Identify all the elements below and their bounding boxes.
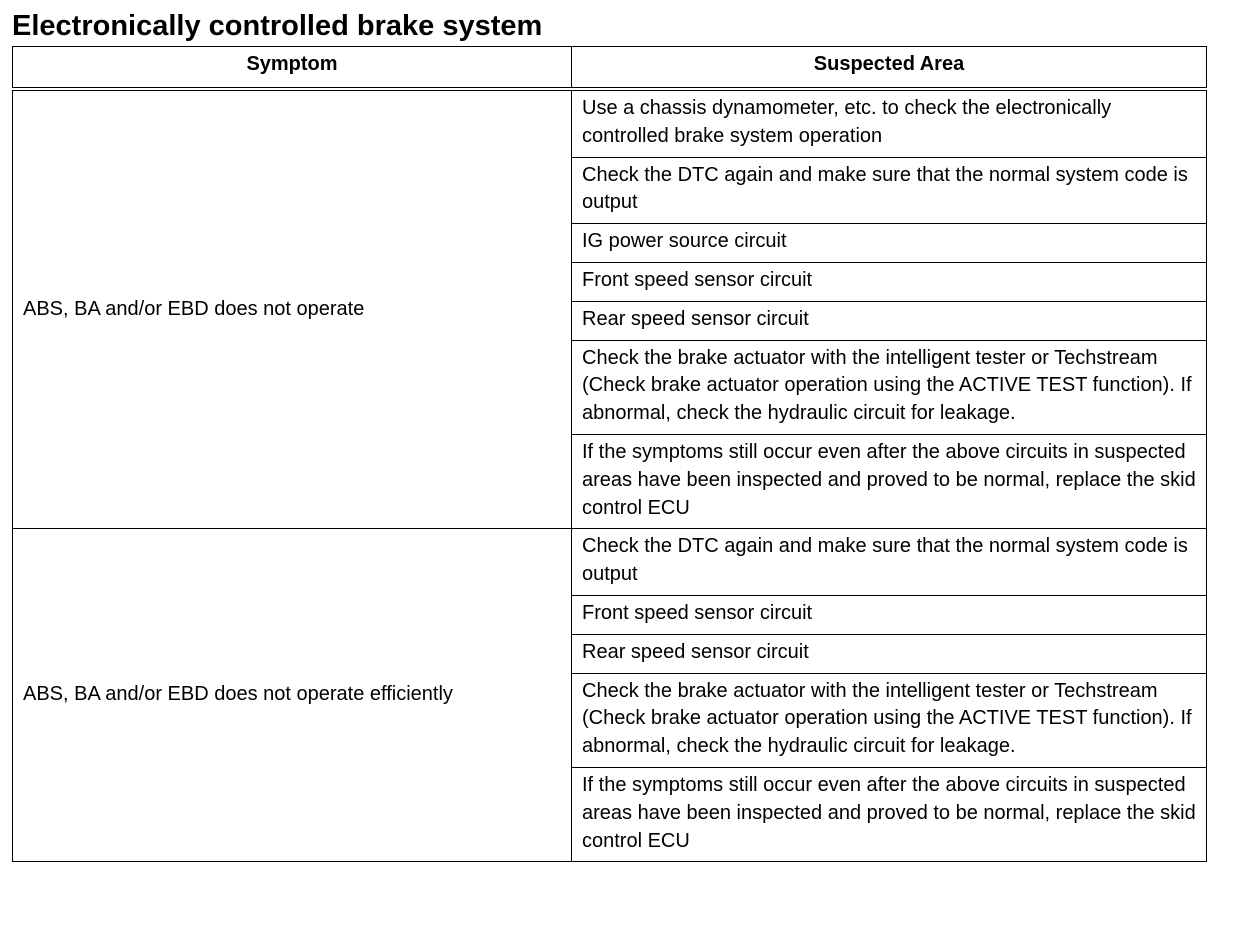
suspected-area-cell: Rear speed sensor circuit xyxy=(572,634,1207,673)
suspected-area-cell: If the symptoms still occur even after the above circuits in suspected areas have been inspected and proved to be normal, replace the skid control ECU xyxy=(572,767,1207,861)
suspected-area-cell: Use a chassis dynamometer, etc. to check the electronically controlled brake system operation xyxy=(572,89,1207,157)
suspected-area-cell: Front speed sensor circuit xyxy=(572,262,1207,301)
table-header-row xyxy=(13,47,1207,90)
symptom-cell: ABS, BA and/or EBD does not operate efficiently xyxy=(13,529,572,862)
suspected-area-cell: Check the brake actuator with the intelligent tester or Techstream (Check brake actuator operation using the ACTIVE TEST function). If abnormal, check the hydraulic circuit for leakage. xyxy=(572,340,1207,434)
table-row xyxy=(13,89,1207,157)
page-title: Electronically controlled brake system xyxy=(12,10,543,42)
symptom-column-header: Symptom xyxy=(13,47,572,90)
symptom-cell: ABS, BA and/or EBD does not operate xyxy=(13,89,572,529)
suspected-area-cell: Check the brake actuator with the intelligent tester or Techstream (Check brake actuator operation using the ACTIVE TEST function). If abnormal, check the hydraulic circuit for leakage. xyxy=(572,673,1207,767)
problem-symptoms-table xyxy=(12,46,1207,862)
suspected-area-cell: Check the DTC again and make sure that the normal system code is output xyxy=(572,157,1207,224)
suspected-area-cell: Rear speed sensor circuit xyxy=(572,301,1207,340)
suspected-area-cell: Check the DTC again and make sure that the normal system code is output xyxy=(572,529,1207,596)
suspected-area-cell: IG power source circuit xyxy=(572,224,1207,263)
suspected-area-cell: Front speed sensor circuit xyxy=(572,595,1207,634)
suspected-area-column-header: Suspected Area xyxy=(572,47,1207,90)
suspected-area-cell: If the symptoms still occur even after the above circuits in suspected areas have been inspected and proved to be normal, replace the skid control ECU xyxy=(572,434,1207,528)
table-row xyxy=(13,529,1207,596)
